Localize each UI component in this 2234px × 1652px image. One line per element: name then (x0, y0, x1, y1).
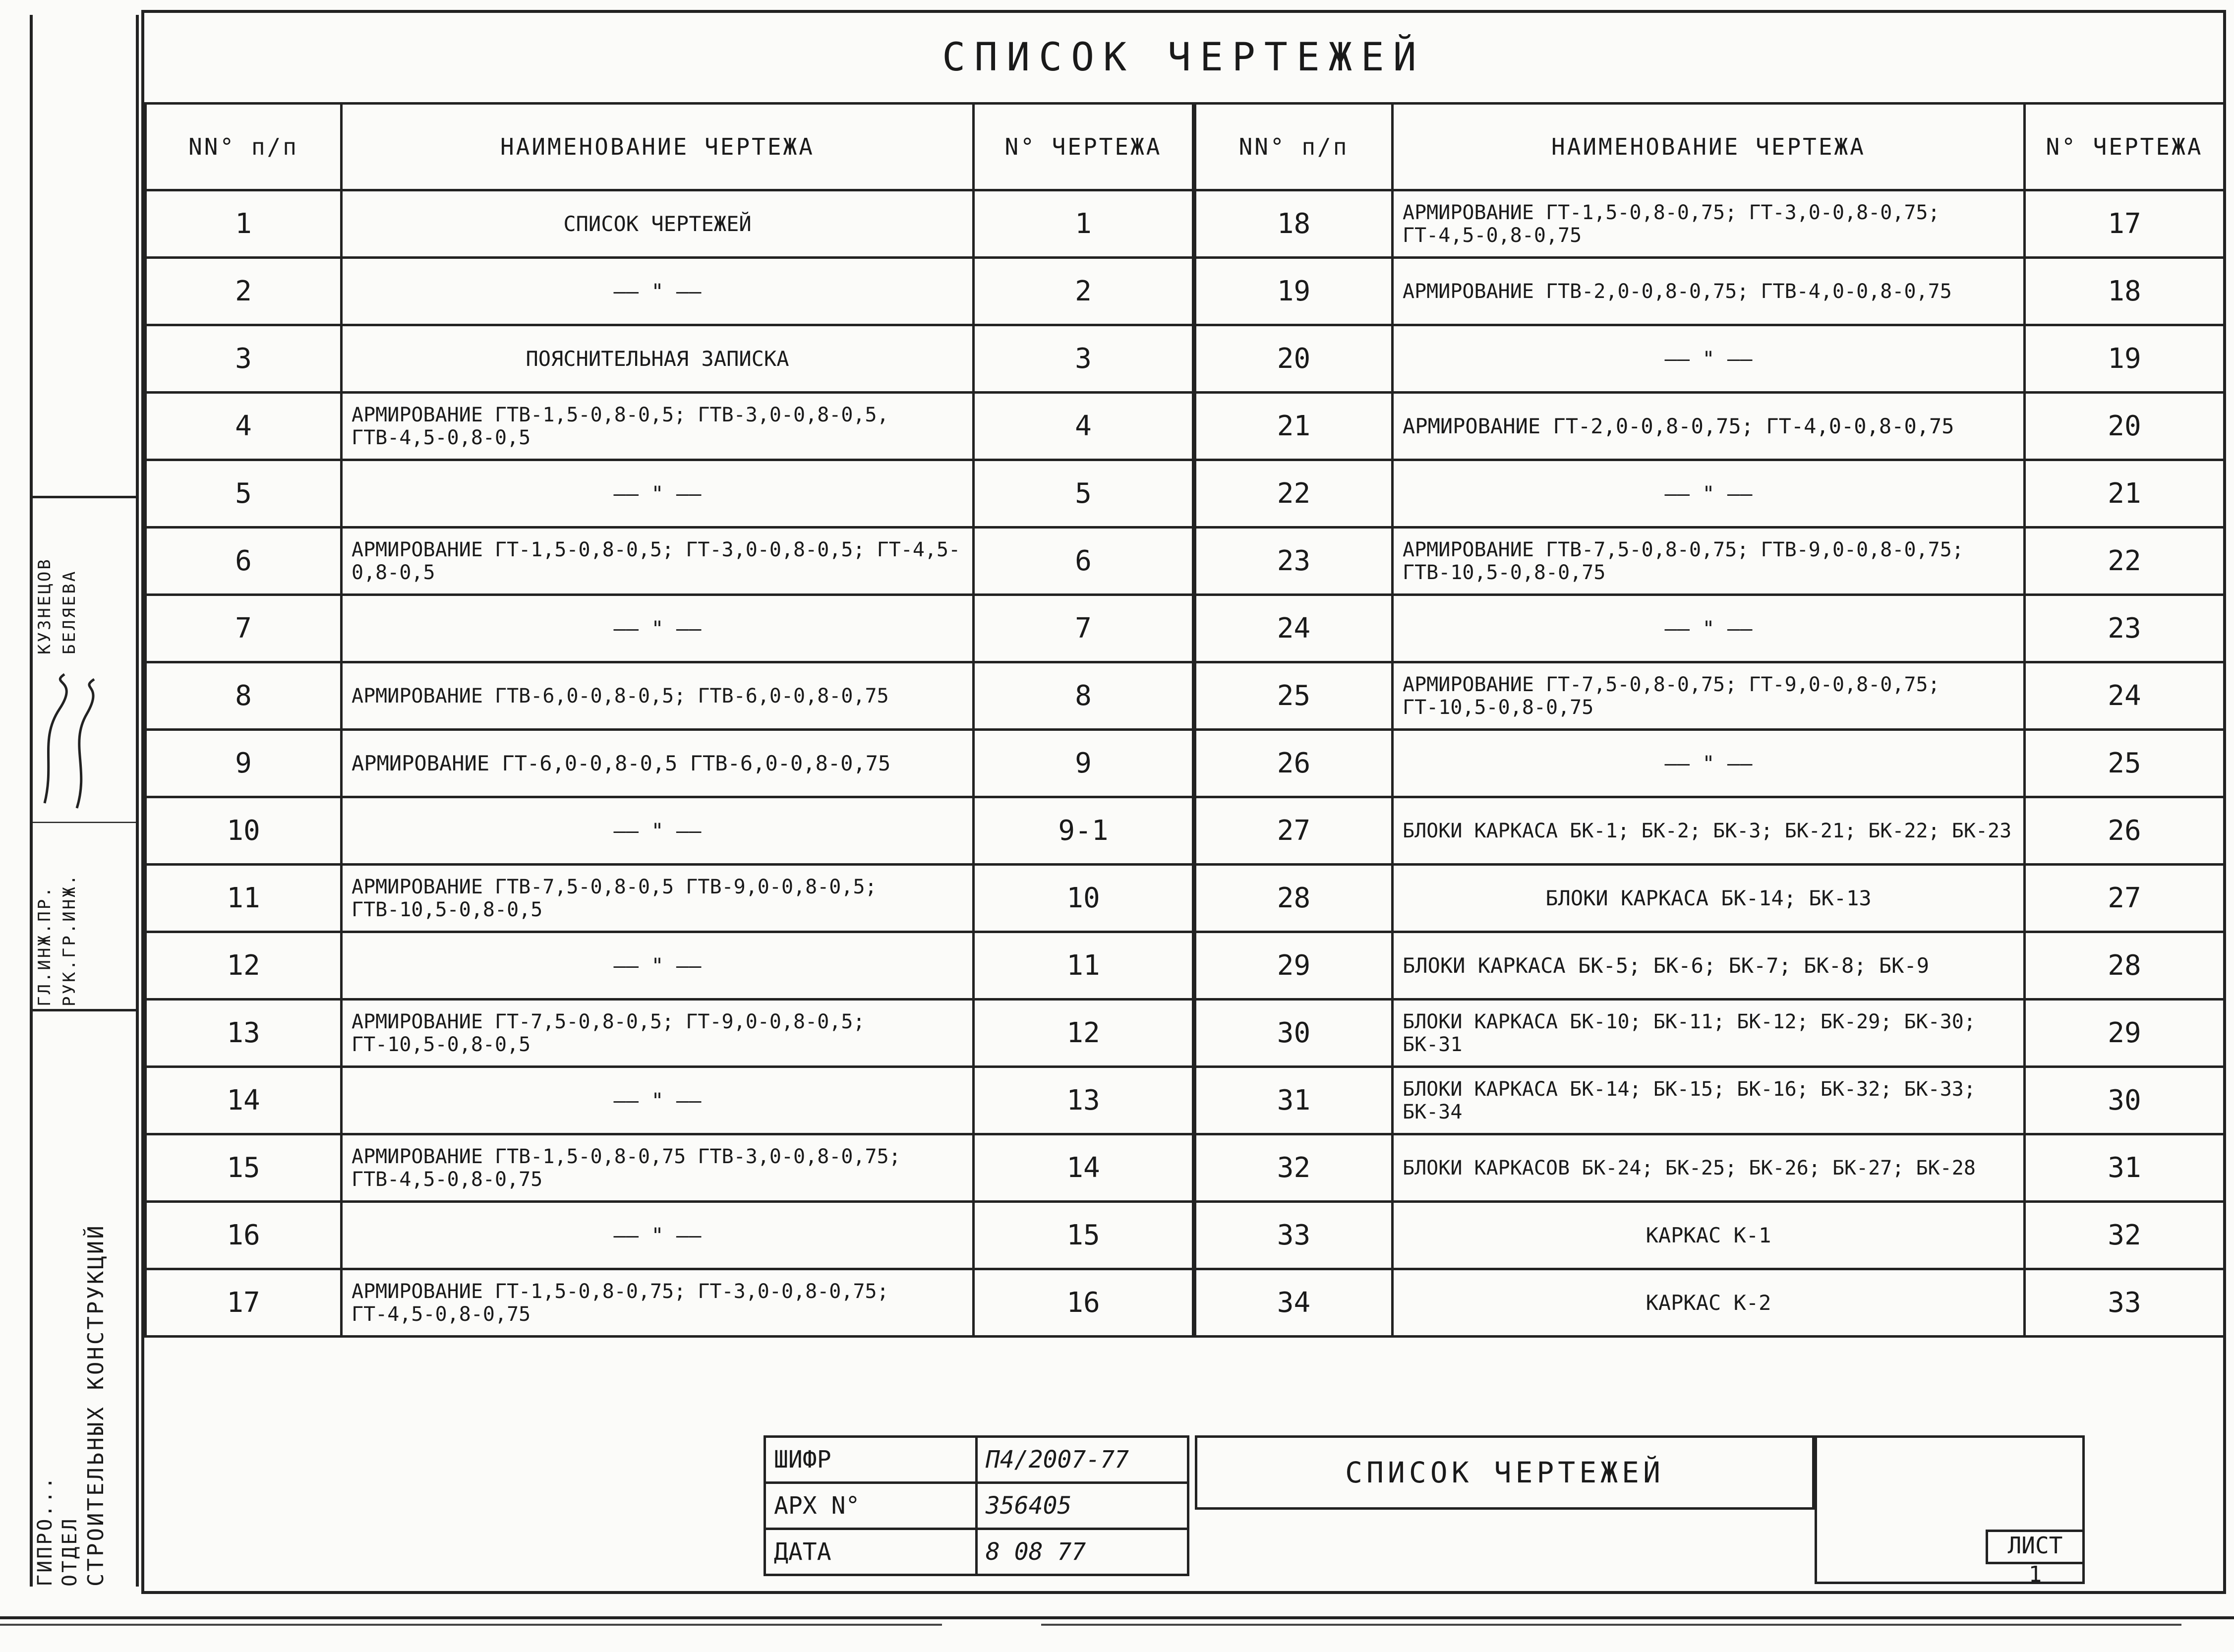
row-num-right: 19 (1194, 258, 1393, 325)
archive-label: АРХ N° (765, 1483, 977, 1529)
row-num-left: 4 (146, 393, 342, 460)
bottom-dashes-left (0, 1624, 942, 1626)
row-num-right: 18 (1194, 190, 1393, 258)
row-sheet-right: 17 (2025, 190, 2225, 258)
row-num-right: 34 (1194, 1269, 1393, 1337)
header-num-right: NN° п/п (1194, 104, 1393, 190)
table-row (146, 1067, 2225, 1134)
table-row (146, 662, 2225, 730)
table-row (146, 528, 2225, 595)
row-num-left: 3 (146, 325, 342, 393)
row-num-left: 15 (146, 1134, 342, 1202)
row-sheet-right: 27 (2025, 865, 2225, 932)
row-name-right: БЛОКИ КАРКАСА БК-5; БК-6; БК-7; БК-8; БК-9 (1393, 932, 2025, 1000)
date-label: ДАТА (765, 1529, 977, 1575)
row-num-right: 23 (1194, 528, 1393, 595)
row-num-left: 16 (146, 1202, 342, 1269)
row-sheet-left: 7 (974, 595, 1194, 662)
table-row (146, 258, 2225, 325)
archive-value: 356405 (977, 1483, 1188, 1529)
row-num-left: 8 (146, 662, 342, 730)
table-row (146, 730, 2225, 797)
row-sheet-right: 33 (2025, 1269, 2225, 1337)
row-name-left: АРМИРОВАНИЕ ГТВ-1,5-0,8-0,75 ГТВ-3,0-0,8-0,75; ГТВ-4,5-0,8-0,75 (342, 1134, 974, 1202)
row-num-left: 17 (146, 1269, 342, 1337)
row-sheet-left: 6 (974, 528, 1194, 595)
row-sheet-right: 19 (2025, 325, 2225, 393)
row-num-right: 22 (1194, 460, 1393, 528)
row-sheet-left: 13 (974, 1067, 1194, 1134)
row-name-left: —— " —— (342, 460, 974, 528)
row-name-left: —— " —— (342, 932, 974, 1000)
row-sheet-left: 9 (974, 730, 1194, 797)
row-name-right: АРМИРОВАНИЕ ГТВ-7,5-0,8-0,75; ГТВ-9,0-0,8-0,75; ГТВ-10,5-0,8-0,75 (1393, 528, 2025, 595)
table-row (146, 932, 2225, 1000)
row-num-left: 13 (146, 1000, 342, 1067)
row-sheet-right: 32 (2025, 1202, 2225, 1269)
row-sheet-left: 3 (974, 325, 1194, 393)
row-name-right: КАРКАС К-2 (1393, 1269, 2025, 1337)
row-num-right: 33 (1194, 1202, 1393, 1269)
row-num-left: 11 (146, 865, 342, 932)
row-num-left: 7 (146, 595, 342, 662)
row-sheet-left: 12 (974, 1000, 1194, 1067)
row-sheet-left: 9-1 (974, 797, 1194, 865)
row-name-right: АРМИРОВАНИЕ ГТ-1,5-0,8-0,75; ГТ-3,0-0,8-0,75; ГТ-4,5-0,8-0,75 (1393, 190, 2025, 258)
row-name-left: СПИСОК ЧЕРТЕЖЕЙ (342, 190, 974, 258)
row-num-right: 28 (1194, 865, 1393, 932)
table-row (146, 393, 2225, 460)
row-sheet-right: 30 (2025, 1067, 2225, 1134)
row-sheet-right: 31 (2025, 1134, 2225, 1202)
row-num-left: 2 (146, 258, 342, 325)
row-num-left: 6 (146, 528, 342, 595)
bottom-border (0, 1616, 2234, 1619)
row-name-left: АРМИРОВАНИЕ ГТВ-7,5-0,8-0,5 ГТВ-9,0-0,8-0,5; ГТВ-10,5-0,8-0,5 (342, 865, 974, 932)
table-row (146, 797, 2225, 865)
title-block (764, 1435, 2085, 1587)
table-row (146, 460, 2225, 528)
row-num-right: 27 (1194, 797, 1393, 865)
row-num-right: 25 (1194, 662, 1393, 730)
row-sheet-right: 23 (2025, 595, 2225, 662)
table-header-row (146, 104, 2225, 190)
row-name-right: —— " —— (1393, 460, 2025, 528)
row-sheet-right: 24 (2025, 662, 2225, 730)
table-row (146, 1202, 2225, 1269)
row-name-right: —— " —— (1393, 325, 2025, 393)
row-name-left: АРМИРОВАНИЕ ГТ-7,5-0,8-0,5; ГТ-9,0-0,8-0,5; ГТ-10,5-0,8-0,5 (342, 1000, 974, 1067)
bottom-dashes-right (1041, 1624, 2181, 1626)
row-name-left: —— " —— (342, 258, 974, 325)
row-sheet-right: 21 (2025, 460, 2225, 528)
row-sheet-left: 2 (974, 258, 1194, 325)
row-sheet-left: 11 (974, 932, 1194, 1000)
row-name-left: АРМИРОВАНИЕ ГТВ-6,0-0,8-0,5; ГТВ-6,0-0,8-0,75 (342, 662, 974, 730)
row-name-left: —— " —— (342, 1067, 974, 1134)
table-row (146, 190, 2225, 258)
header-name-left: НАИМЕНОВАНИЕ ЧЕРТЕЖА (342, 104, 974, 190)
row-name-left: АРМИРОВАНИЕ ГТ-6,0-0,8-0,5 ГТВ-6,0-0,8-0,75 (342, 730, 974, 797)
row-sheet-left: 14 (974, 1134, 1194, 1202)
row-num-right: 31 (1194, 1067, 1393, 1134)
row-name-left: —— " —— (342, 1202, 974, 1269)
row-name-right: БЛОКИ КАРКАСА БК-10; БК-11; БК-12; БК-29; БК-30; БК-31 (1393, 1000, 2025, 1067)
row-num-left: 10 (146, 797, 342, 865)
row-sheet-right: 20 (2025, 393, 2225, 460)
row-sheet-left: 4 (974, 393, 1194, 460)
row-sheet-right: 29 (2025, 1000, 2225, 1067)
row-sheet-left: 5 (974, 460, 1194, 528)
stamp-table (764, 1435, 1189, 1576)
row-num-left: 1 (146, 190, 342, 258)
signer-name-2: БЕЛЯЕВА (59, 569, 79, 654)
row-sheet-left: 10 (974, 865, 1194, 932)
header-sheet-left: N° ЧЕРТЕЖА (974, 104, 1194, 190)
row-name-right: АРМИРОВАНИЕ ГТ-2,0-0,8-0,75; ГТ-4,0-0,8-0,75 (1393, 393, 2025, 460)
signature-scribbles (30, 664, 139, 823)
row-num-right: 30 (1194, 1000, 1393, 1067)
row-sheet-right: 18 (2025, 258, 2225, 325)
row-sheet-right: 25 (2025, 730, 2225, 797)
signer-name-1: КУЗНЕЦОВ (35, 557, 55, 654)
row-num-right: 26 (1194, 730, 1393, 797)
row-name-left: —— " —— (342, 797, 974, 865)
role-chief-engineer: ГЛ.ИНЖ.ПР. (35, 885, 55, 1006)
table-row (146, 325, 2225, 393)
org-line2: ОТДЕЛ (59, 1517, 81, 1587)
row-name-right: БЛОКИ КАРКАСА БК-14; БК-13 (1393, 865, 2025, 932)
page-title: СПИСОК ЧЕРТЕЖЕЙ (942, 35, 1425, 80)
row-name-right: БЛОКИ КАРКАСОВ БК-24; БК-25; БК-26; БК-27; БК-28 (1393, 1134, 2025, 1202)
header-name-right: НАИМЕНОВАНИЕ ЧЕРТЕЖА (1393, 104, 2025, 190)
row-sheet-left: 16 (974, 1269, 1194, 1337)
row-name-left: —— " —— (342, 595, 974, 662)
row-name-right: БЛОКИ КАРКАСА БК-14; БК-15; БК-16; БК-32; БК-33; БК-34 (1393, 1067, 2025, 1134)
row-name-right: —— " —— (1393, 730, 2025, 797)
row-sheet-right: 28 (2025, 932, 2225, 1000)
row-name-right: АРМИРОВАНИЕ ГТВ-2,0-0,8-0,75; ГТВ-4,0-0,8-0,75 (1393, 258, 2025, 325)
stamp-right-cell (1815, 1435, 2085, 1587)
table-row (146, 595, 2225, 662)
table-row (146, 865, 2225, 932)
row-num-right: 21 (1194, 393, 1393, 460)
row-num-right: 29 (1194, 932, 1393, 1000)
row-num-left: 14 (146, 1067, 342, 1134)
row-sheet-left: 8 (974, 662, 1194, 730)
table-row (146, 1000, 2225, 1067)
sheet-number: 1 (2028, 1562, 2042, 1587)
row-name-right: КАРКАС К-1 (1393, 1202, 2025, 1269)
row-name-right: БЛОКИ КАРКАСА БК-1; БК-2; БК-3; БК-21; БК-22; БК-23 (1393, 797, 2025, 865)
sheet-label: ЛИСТ (1986, 1530, 2085, 1564)
row-sheet-right: 22 (2025, 528, 2225, 595)
table-row (146, 1269, 2225, 1337)
role-group-head: РУК.ГР.ИНЖ. (59, 873, 79, 1006)
row-name-left: АРМИРОВАНИЕ ГТ-1,5-0,8-0,75; ГТ-3,0-0,8-0,75; ГТ-4,5-0,8-0,75 (342, 1269, 974, 1337)
org-line1: ГИПРО... (34, 1475, 57, 1587)
row-name-left: АРМИРОВАНИЕ ГТ-1,5-0,8-0,5; ГТ-3,0-0,8-0,5; ГТ-4,5-0,8-0,5 (342, 528, 974, 595)
row-name-left: ПОЯСНИТЕЛЬНАЯ ЗАПИСКА (342, 325, 974, 393)
stamp-doc-title: СПИСОК ЧЕРТЕЖЕЙ (1195, 1435, 1815, 1510)
row-num-right: 20 (1194, 325, 1393, 393)
cipher-label: ШИФР (765, 1437, 977, 1483)
row-num-left: 9 (146, 730, 342, 797)
row-num-right: 32 (1194, 1134, 1393, 1202)
row-num-right: 24 (1194, 595, 1393, 662)
header-sheet-right: N° ЧЕРТЕЖА (2025, 104, 2225, 190)
main-frame (141, 10, 2226, 1594)
row-name-left: АРМИРОВАНИЕ ГТВ-1,5-0,8-0,5; ГТВ-3,0-0,8-0,5, ГТВ-4,5-0,8-0,5 (342, 393, 974, 460)
row-sheet-right: 26 (2025, 797, 2225, 865)
cipher-value: П4/2007-77 (977, 1437, 1188, 1483)
org-line3: СТРОИТЕЛЬНЫХ КОНСТРУКЦИЙ (83, 1224, 109, 1587)
row-num-left: 5 (146, 460, 342, 528)
header-num-left: NN° п/п (146, 104, 342, 190)
row-num-left: 12 (146, 932, 342, 1000)
row-name-right: АРМИРОВАНИЕ ГТ-7,5-0,8-0,75; ГТ-9,0-0,8-0,75; ГТ-10,5-0,8-0,75 (1393, 662, 2025, 730)
row-sheet-left: 1 (974, 190, 1194, 258)
row-sheet-left: 15 (974, 1202, 1194, 1269)
date-value: 8 08 77 (977, 1529, 1188, 1575)
row-name-right: —— " —— (1393, 595, 2025, 662)
table-row (146, 1134, 2225, 1202)
drawings-table (144, 102, 2226, 1338)
